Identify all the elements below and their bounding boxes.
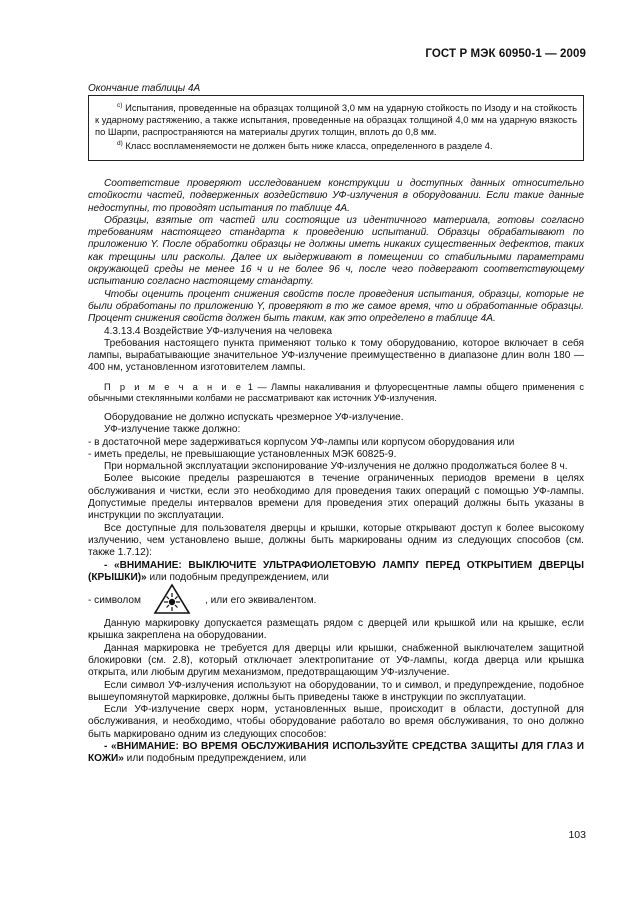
symbol-line: - символом , или его эквивалентом. <box>88 584 584 618</box>
note-1: П р и м е ч а н и е 1 — Лампы накаливания и флуоресцентные лампы общего применения с обычными стеклянными колбами не рассматривают как источник УФ-излучения. <box>88 381 585 404</box>
paragraph: Данную маркировку допускается размещать рядом с дверцей или крышкой или на крышке, если крышка закреплена на оборудовании. <box>88 618 584 642</box>
warning-marking-2: - «ВНИМАНИЕ: ВО ВРЕМЯ ОБСЛУЖИВАНИЯ ИСПОЛЬЗУЙТЕ СРЕДСТВА ЗАЩИТЫ ДЛЯ ГЛАЗ И КОЖИ» или подобным предупреждением, или <box>88 741 584 765</box>
list-item: - иметь пределы, не превышающие установленных МЭК 60825-9. <box>88 448 397 460</box>
paragraph: Все доступные для пользователя дверцы и крышки, которые открывают доступ к более высокому излучению, чем установлено выше, должны быть маркированы одним из следующих способов (см. также 1.7.12): <box>88 522 584 559</box>
paragraph: Требования настоящего пункта применяют только к тому оборудованию, которое включает в себя лампы, вырабатывающие значительное УФ-излучение преимущественно в диапазоне длин волн 180 — 400 нм, установленном изготовителем лампы. <box>88 337 584 374</box>
paragraph: Если символ УФ-излучения используют на оборудовании, то и символ, и предупреждение, подобное вышеупомянутой маркировке, должны быть приведены также в инструкции по эксплуатации. <box>88 679 584 703</box>
paragraph: Если УФ-излучение сверх норм, установленных выше, происходит в области, доступной для обслуживания, и необходимо, чтобы оборудование работало во время обслуживания, то оно должно быть маркировано одним из следующих способов: <box>88 704 584 740</box>
paragraph: Оборудование не должно испускать чрезмерное УФ-излучение. <box>104 411 404 423</box>
paragraph: Чтобы оценить процент снижения свойств после проведения испытания, образцы, которые не были обработаны по приложению Y, проверяют в то же самое время, что и обработанные образцы. Процент снижения свойств должен быть таким, как это определено в таблице 4А. <box>88 288 584 325</box>
list-item: - в достаточной мере задерживаться корпусом УФ-лампы или корпусом оборудования или <box>88 436 515 448</box>
paragraph: Данная маркировка не требуется для дверцы или крышки, снабженной выключателем защитной блокировки (см. 2.8), который отключает электропитание от УФ-лампы, когда дверца или крышка открыта, или любым другим механизмом, предотвращающим УФ-излучение. <box>88 642 584 679</box>
section-heading: 4.3.13.4 Воздействие УФ-излучения на человека <box>104 325 332 337</box>
paragraph: Образцы, взятые от частей или состоящие из идентичного материала, готовы согласно требованиям настоящего стандарта к проведению испытаний. Образцы обрабатывают по приложению Y. После обработки образцы не должны иметь никаких существенных дефектов, таких как трещины или расколы. Далее их выдерживают в помещении со стабильными параметрами окружающей среды не менее 16 ч и не более 96 ч, после чего подвергают соответствующему испытанию согласно настоящему стандарту. <box>88 214 584 288</box>
table-caption: Окончание таблицы 4А <box>88 83 201 94</box>
body-text <box>88 178 584 766</box>
uv-radiation-warning-icon <box>153 583 191 619</box>
paragraph: При нормальной эксплуатации экспонирование УФ-излучения не должно продолжаться более 8 ч. <box>104 461 568 473</box>
paragraph: Соответствие проверяют исследованием конструкции и доступных данных относительно стойкости частей, подверженных воздействию УФ-излучения в оборудовании. Если такие данные недоступны, то проводят испытания по таблице 4А. <box>88 178 584 214</box>
paragraph: УФ-излучение также должно: <box>104 424 241 436</box>
standard-header: ГОСТ Р МЭК 60950-1 — 2009 <box>425 48 586 60</box>
page-number: 103 <box>568 829 586 841</box>
table-note-d: $^{d)}$ Класс воспламеняемости не должен быть ниже класса, определенного в разделе 4. <box>117 140 493 152</box>
table-notes-box <box>88 95 584 161</box>
warning-marking-1: - «ВНИМАНИЕ: ВЫКЛЮЧИТЕ УЛЬТРАФИОЛЕТОВУЮ ЛАМПУ ПЕРЕД ОТКРЫТИЕМ ДВЕРЦЫ (КРЫШКИ)» или подобным предупреждением, или <box>88 559 584 583</box>
paragraph: Более высокие пределы разрешаются в течение ограниченных периодов времени в целях обслуживания и чистки, если это необходимо для проведения таких операций с помощью УФ-лампы. Допустимые пределы интервалов времени для проведения этих операций должны быть указаны в инструкции по эксплуатации. <box>88 473 584 522</box>
table-note-c: $^{c)}$ Испытания, проведенные на образцах толщиной 3,0 мм на ударную стойкость по Изоду и на стойкость к ударному растяжению, а также испытания, проведенные на образцах толщиной 4,0 мм на ударную вязкость по Шарпи, распространяются на материалы других толщин, вплоть до 0,8 мм. <box>95 102 577 138</box>
